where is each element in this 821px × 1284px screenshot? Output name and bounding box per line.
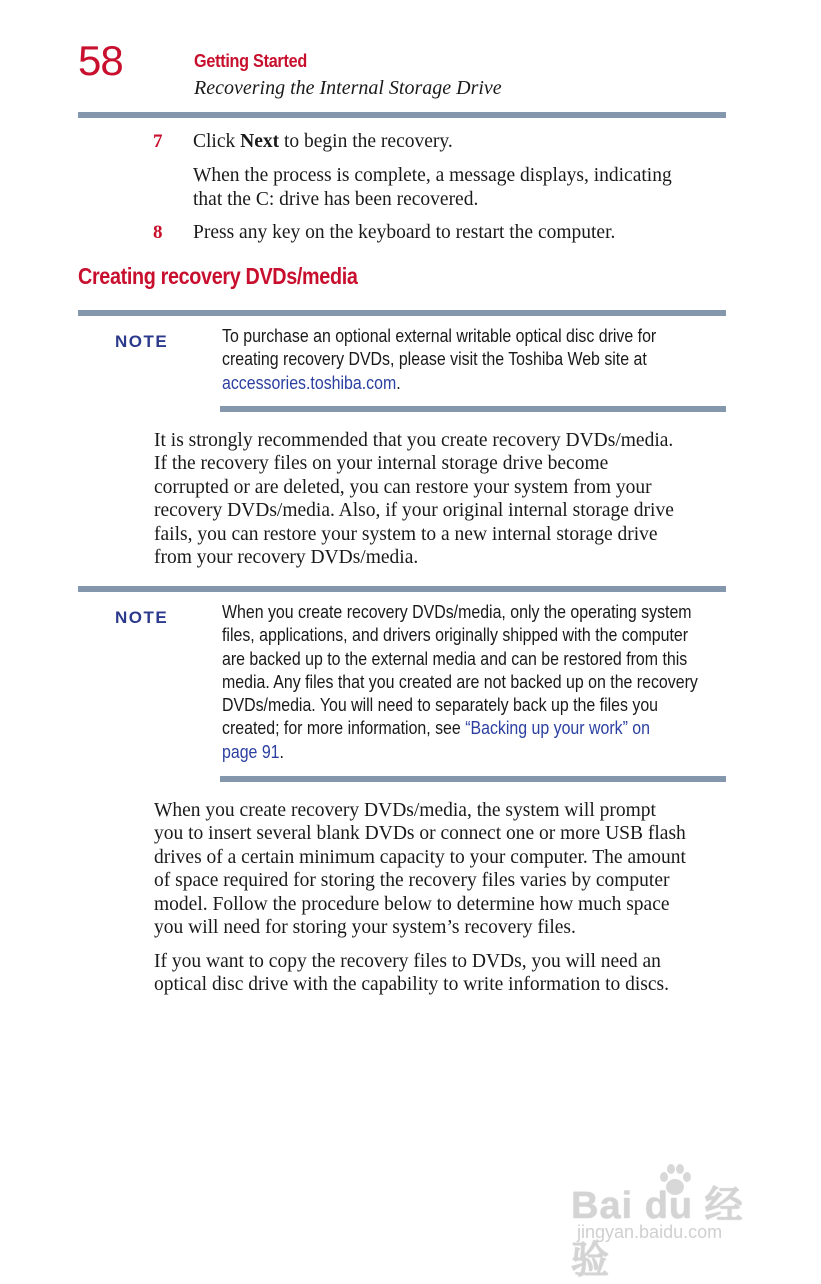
section-title: Recovering the Internal Storage Drive (194, 77, 502, 99)
next-keyword: Next (240, 131, 280, 152)
note-2-text: When you create recovery DVDs/media, only the operating system files, applications, and drivers originally shipped with the computer are backed up to the external media and can be restored from this media. Any files that you created are not backed up on the recovery DVDs/media. You will need to separately back up the files you created; for more information, see “Backing up your work” on page 91. (222, 601, 698, 762)
step-8-text: Press any key on the keyboard to restart the computer. (193, 222, 616, 243)
baidu-watermark (571, 1160, 771, 1282)
note-1-text: To purchase an optional external writable optical disc drive for creating recovery DVDs, please visit the Toshiba Web site at accessories.toshiba.com. (222, 325, 657, 393)
note-2-bottom-rule (220, 776, 726, 782)
step-7-text: Click Next to begin the recovery. (193, 131, 453, 152)
note-1-top-rule (78, 310, 726, 316)
chapter-title: Getting Started (194, 51, 307, 71)
note-2-label: NOTE (115, 608, 169, 627)
toshiba-accessories-link[interactable]: accessories.toshiba.com (222, 371, 397, 393)
step-7-number: 7 (153, 131, 163, 152)
paragraph-prompt: When you create recovery DVDs/media, the system will prompt you to insert several blank DVDs or connect one or more USB flash drives of a certain minimum capacity to your computer. The amount of space required for storing the recovery files varies by computer model. Follow the procedure below to determine how much space you will need for storing your system’s recovery files. (154, 800, 686, 939)
paragraph-recommendation: It is strongly recommended that you create recovery DVDs/media. If the recovery files on your internal storage drive become corrupted or are deleted, you can restore your system from your recovery DVDs/media. Also, if your original internal storage drive fails, you can restore your system to a new internal storage drive from your recovery DVDs/media. (154, 430, 674, 569)
step-7-detail: When the process is complete, a message displays, indicating that the C: drive has been recovered. (193, 165, 672, 210)
watermark-brand: Bai du 经验 (571, 1185, 744, 1282)
header-rule (78, 112, 726, 118)
watermark-url: jingyan.baidu.com (577, 1222, 723, 1242)
note-1-bottom-rule (220, 406, 726, 412)
backing-up-link[interactable]: “Backing up your work” on (465, 717, 651, 739)
paragraph-dvd-drive: If you want to copy the recovery files to DVDs, you will need an optical disc drive with the capability to write information to discs. (154, 951, 670, 996)
section-heading: Creating recovery DVDs/media (78, 263, 358, 289)
note-1-label: NOTE (115, 332, 169, 351)
page-number: 58 (78, 37, 123, 84)
page-91-link[interactable]: page 91 (222, 740, 280, 762)
note-2-top-rule (78, 586, 726, 592)
step-8-number: 8 (153, 222, 163, 243)
